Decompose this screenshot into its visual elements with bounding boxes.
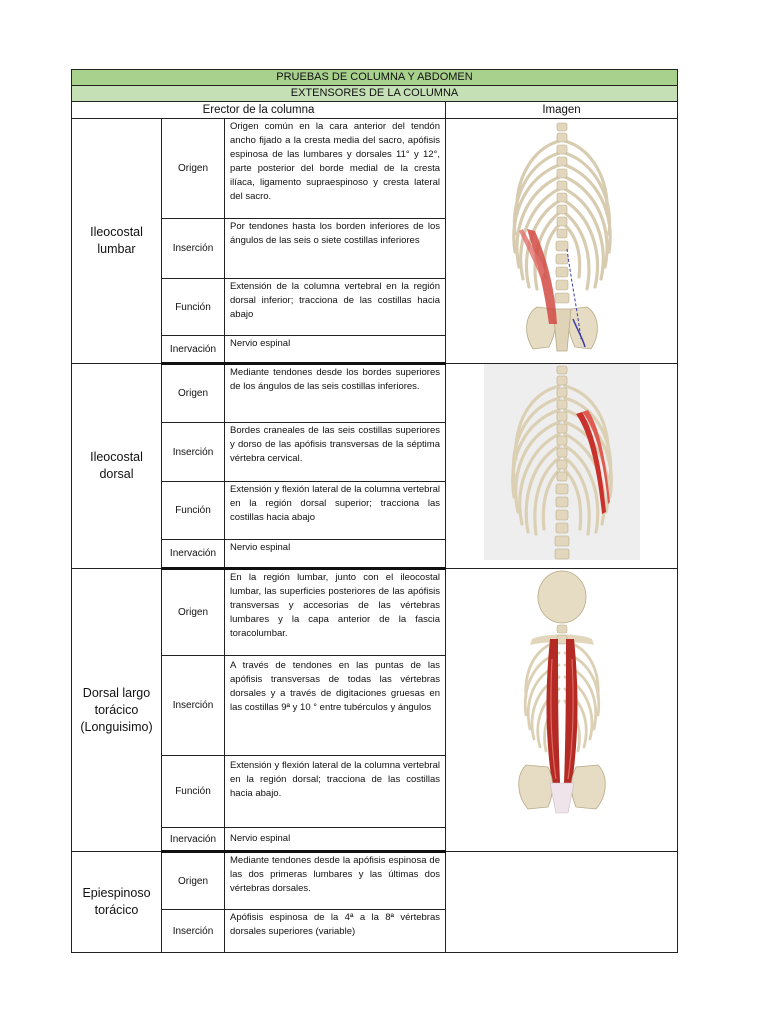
row-label-insercion: Inserción bbox=[162, 219, 225, 279]
muscle-name: Epiespinoso torácico bbox=[72, 852, 162, 953]
row-label-origen: Origen bbox=[162, 364, 225, 423]
row-label-inervacion: Inervación bbox=[162, 828, 225, 852]
row-label-insercion: Inserción bbox=[162, 423, 225, 482]
group-header: Erector de la columna bbox=[72, 102, 446, 119]
row-label-funcion: Función bbox=[162, 279, 225, 336]
row-label-funcion: Función bbox=[162, 482, 225, 540]
row-text-insercion: Por tendones hasta los borden inferiores de los ángulos de las seis o siete costillas inferiores bbox=[225, 219, 446, 279]
row-text-funcion: Extensión y flexión lateral de la columna vertebral en la región dorsal superior; tracciona las costillas hacia abajo bbox=[225, 482, 446, 540]
row-text-insercion: Bordes craneales de las seis costillas superiores y dorso de las apófisis transversas de la séptima vértebra cervical. bbox=[225, 423, 446, 482]
row-text-insercion: Apófisis espinosa de la 4ª a la 8ª vértebras dorsales superiores (variable) bbox=[225, 910, 446, 953]
muscle-image bbox=[446, 119, 678, 364]
row-label-funcion: Función bbox=[162, 756, 225, 828]
row-label-origen: Origen bbox=[162, 852, 225, 910]
row-label-insercion: Inserción bbox=[162, 910, 225, 953]
row-text-insercion: A través de tendones en las puntas de las apófisis transversas de todas las vértebras dorsales y a través de digitaciones gruesas en las costillas 9ª y 10 ° entre tubérculos y ángulos bbox=[225, 656, 446, 756]
row-text-origen: Mediante tendones desde los bordes superiores de los ángulos de las seis costillas inferiores. bbox=[225, 364, 446, 423]
image-header: Imagen bbox=[446, 102, 678, 119]
longuisimo-illustration bbox=[504, 569, 620, 817]
row-text-origen: En la región lumbar, junto con el ileocostal lumbar, las superficies posteriores de las apófisis transversas y accesorias de las vértebras lumbares y la capa anterior de la fascia toracolumbar. bbox=[225, 569, 446, 656]
row-text-funcion: Extensión y flexión lateral de la columna vertebral en la región dorsal; tracciona de las costillas hacia abajo. bbox=[225, 756, 446, 828]
muscle-image bbox=[446, 569, 678, 852]
row-label-origen: Origen bbox=[162, 119, 225, 219]
row-label-inervacion: Inervación bbox=[162, 540, 225, 569]
row-text-origen: Origen común en la cara anterior del tendón ancho fijado a la cresta media del sacro, apófisis espinosa de las lumbares y dorsales 11° y 12°, parte posterior del borde medial de la cresta ilíaca, ligamento supraespinoso y cresta lateral del sacro. bbox=[225, 119, 446, 219]
muscle-name: Dorsal largo torácico (Longuisimo) bbox=[72, 569, 162, 852]
ileocostal-dorsal-illustration bbox=[484, 364, 640, 560]
muscle-image bbox=[446, 364, 678, 569]
row-label-inervacion: Inervación bbox=[162, 336, 225, 364]
ileocostal-lumbar-illustration bbox=[497, 119, 627, 357]
row-text-inervacion: Nervio espinal bbox=[225, 828, 446, 852]
muscle-name: Ileocostal lumbar bbox=[72, 119, 162, 364]
table-title: PRUEBAS DE COLUMNA Y ABDOMEN bbox=[72, 70, 678, 86]
muscle-image-empty bbox=[446, 852, 678, 953]
table-subtitle: EXTENSORES DE LA COLUMNA bbox=[72, 86, 678, 102]
row-text-funcion: Extensión de la columna vertebral en la región dorsal inferior; tracciona de las costillas hacia abajo bbox=[225, 279, 446, 336]
row-text-origen: Mediante tendones desde la apófisis espinosa de las dos primeras lumbares y las últimas dos vértebras dorsales. bbox=[225, 852, 446, 910]
row-label-origen: Origen bbox=[162, 569, 225, 656]
muscle-name: Ileocostal dorsal bbox=[72, 364, 162, 569]
row-text-inervacion: Nervio espinal bbox=[225, 540, 446, 569]
muscle-table bbox=[71, 69, 678, 953]
row-text-inervacion: Nervio espinal bbox=[225, 336, 446, 364]
row-label-insercion: Inserción bbox=[162, 656, 225, 756]
